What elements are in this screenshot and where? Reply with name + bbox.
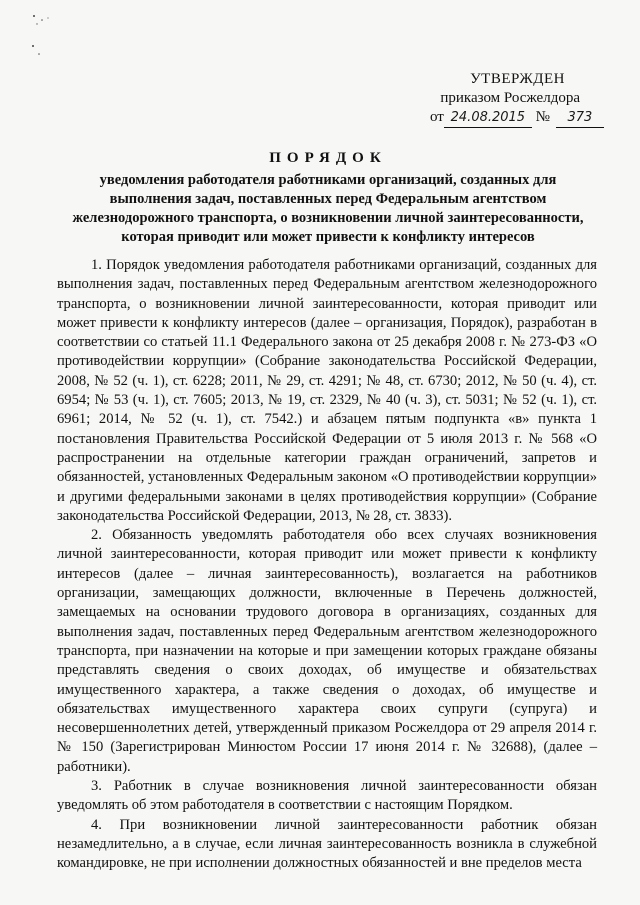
document-subtitle: уведомления работодателя работниками организаций, созданных для выполнения задач, поставленных перед Федеральным агентством железнодорожного транспорта, о возникновении личной заинтересованности, которая приводит или может привести к конфликту интересов xyxy=(72,172,584,245)
paragraph-1: 1. Порядок уведомления работодателя работниками организаций, созданных для выполнения задач, поставленных перед Федеральным агентством железнодорожного транспорта, о возникновении личной заинтересованности, которая приводит или может привести к конфликту интересов (далее – организация, Порядок), разработан в соответствии со статьей 11.1 Федерального закона от 25 декабря 2008 г. № 273-ФЗ «О противодействии коррупции» (Собрание законодательства Российской Федерации, 2008, № 52 (ч. 1), ст. 6228; 2011, № 29, ст. 4291; № 48, ст. 6730; 2012, № 50 (ч. 4), ст. 6954; № 53 (ч. 1), ст. 7605; 2013, № 19, ст. 2329, № 40 (ч. 3), ст. 5031; № 52 (ч. 1), ст. 6961; 2014, № 52 (ч. 1), ст. 7542.) и абзацем пятым подпункта «в» пункта 1 постановления Правительства Российской Федерации от 5 июля 2013 г. № 568 «О распространении на отдельные категории граждан ограничений, запретов и обязанностей, установленных Федеральным законом «О противодействии коррупции» и другими федеральными законами в целях противодействия коррупции» (Собрание законодательства Российской Федерации, 2013, № 28, ст. 3833). xyxy=(57,257,597,524)
approval-order-text: приказом Росжелдора xyxy=(440,90,580,106)
approval-title: УТВЕРЖДЕН xyxy=(470,71,565,87)
handwritten-date: 24.08.2015 xyxy=(444,108,532,128)
document-heading xyxy=(60,150,596,247)
approval-date-line xyxy=(430,108,610,128)
handwritten-number: 373 xyxy=(556,108,604,128)
paragraph-3: 3. Работник в случае возникновения личной заинтересованности обязан уведомлять об этом работодателя в соответствии с настоящим Порядком. xyxy=(57,778,597,814)
approval-stamp-block xyxy=(410,70,610,128)
document-body xyxy=(57,256,597,874)
document-title: ПОРЯДОК xyxy=(269,150,387,166)
paragraph-4: 4. При возникновении личной заинтересованности работник обязан незамедлительно, а в случае, если личная заинтересованность возникла в служебной командировке, не при исполнении должностных обязанностей и вне пределов места xyxy=(57,816,597,872)
scan-specks xyxy=(28,10,68,60)
date-prefix: от xyxy=(430,109,444,125)
paragraph-2: 2. Обязанность уведомлять работодателя обо всех случаях возникновения личной заинтересованности, которая приводит или может привести к конфликту интересов (далее – личная заинтересованность), возлагается на работников организации, замещающих должности, включенные в Перечень должностей, замещаемых на основании трудового договора в организациях, созданных для выполнения задач, поставленных перед Федеральным агентством железнодорожного транспорта, при назначении на которые и при замещении которых граждане обязаны представлять сведения о своих доходах, об имуществе и обязательствах имущественного характера, а также сведения о доходах, об имуществе и обязательствах имущественного характера своих супруги (супруга) и несовершеннолетних детей, утвержденный приказом Росжелдора от 29 апреля 2014 г. № 150 (Зарегистрирован Минюстом России 17 июня 2014 г. № 32688), (далее – работники). xyxy=(57,527,597,775)
number-label: № xyxy=(535,109,550,125)
